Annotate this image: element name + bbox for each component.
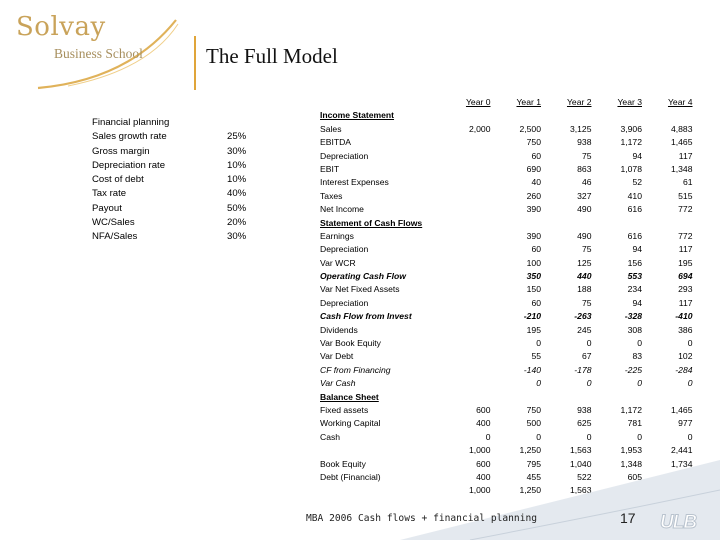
model-cell: 515	[678, 190, 693, 201]
model-cell: 977	[678, 418, 693, 429]
model-cell: 1,465	[670, 137, 693, 148]
parameter-label: Payout	[92, 202, 122, 214]
model-cell	[440, 243, 491, 256]
model-row-label: Earnings	[320, 230, 354, 241]
model-row-label: Net Income	[320, 204, 364, 215]
model-row-label: CF from Financing	[320, 364, 391, 375]
model-cell: 100	[526, 257, 541, 268]
model-cell	[592, 391, 643, 404]
model-row-label: Dividends	[320, 324, 358, 335]
parameter-value: 25%	[227, 131, 247, 143]
model-cell: 625	[577, 418, 592, 429]
model-cell: 2,500	[519, 123, 541, 134]
model-cell: 1,172	[620, 404, 642, 415]
model-row-label: Balance Sheet	[320, 391, 379, 402]
model-cell: 386	[678, 324, 693, 335]
model-row	[320, 404, 693, 417]
model-cell: 156	[627, 257, 642, 268]
model-cell: 390	[526, 230, 541, 241]
model-row	[320, 377, 693, 390]
model-row	[320, 270, 693, 283]
model-cell: 0	[637, 338, 642, 349]
model-cell	[440, 217, 491, 230]
model-cell: 3,906	[620, 123, 642, 134]
parameters-table	[92, 116, 252, 245]
model-cell: 750	[526, 137, 541, 148]
model-row	[320, 310, 693, 323]
model-cell: -410	[675, 311, 693, 322]
model-cell: 2,441	[670, 445, 693, 456]
model-header-row	[320, 96, 693, 109]
ulb-logo: ULB	[660, 512, 697, 533]
model-cell: 83	[632, 351, 642, 362]
model-cell: 1,348	[620, 458, 642, 469]
model-cell: 245	[577, 324, 592, 335]
model-row-label: Var Book Equity	[320, 338, 381, 349]
model-row-label: Depreciation	[320, 244, 369, 255]
model-header-spacer	[320, 96, 440, 109]
model-cell: -263	[574, 311, 592, 322]
model-cell: 750	[526, 404, 541, 415]
model-cell	[491, 391, 542, 404]
model-cell: 60	[531, 297, 541, 308]
model-cell	[491, 109, 542, 122]
model-cell: 500	[526, 418, 541, 429]
parameter-label: Sales growth rate	[92, 131, 167, 143]
title-divider	[194, 36, 196, 90]
model-cell: -178	[574, 364, 592, 375]
model-cell: 2,000	[468, 123, 491, 134]
year-header: Year 1	[516, 97, 541, 107]
model-cell	[440, 377, 491, 390]
model-row-label: Working Capital	[320, 418, 381, 429]
model-row	[320, 176, 693, 189]
model-cell	[440, 310, 491, 323]
model-cell	[440, 350, 491, 363]
model-cell: 60	[531, 244, 541, 255]
model-cell: -328	[624, 311, 642, 322]
model-cell: -210	[523, 311, 541, 322]
model-cell: 772	[678, 230, 693, 241]
model-cell: 94	[632, 297, 642, 308]
parameter-row	[92, 202, 252, 216]
model-cell: 410	[627, 190, 642, 201]
parameter-row	[92, 159, 252, 173]
model-cell	[440, 190, 491, 203]
model-cell: 308	[627, 324, 642, 335]
model-cell: 0	[536, 338, 541, 349]
model-cell	[440, 297, 491, 310]
parameter-row	[92, 130, 252, 144]
model-cell: 600	[476, 458, 491, 469]
model-cell	[440, 203, 491, 216]
model-table	[320, 96, 693, 498]
model-cell: 0	[586, 431, 592, 442]
model-cell	[440, 270, 491, 283]
model-cell: 440	[577, 271, 592, 282]
model-cell: 616	[627, 204, 642, 215]
model-cell: 102	[678, 351, 693, 362]
model-row	[320, 297, 693, 310]
model-cell: 0	[586, 378, 592, 389]
parameter-value: 30%	[227, 145, 247, 157]
model-cell: 863	[577, 163, 592, 174]
parameter-label: Gross margin	[92, 145, 150, 157]
model-cell	[440, 163, 491, 176]
model-cell: 938	[577, 404, 592, 415]
model-row-label: Operating Cash Flow	[320, 271, 406, 282]
model-cell: 553	[627, 271, 642, 282]
model-cell	[592, 217, 643, 230]
parameter-row	[92, 187, 252, 201]
model-cell: 117	[678, 150, 693, 161]
model-cell: 75	[581, 297, 592, 308]
parameters-heading: Financial planning	[92, 117, 170, 128]
model-cell	[541, 391, 592, 404]
model-cell: 1,348	[670, 163, 693, 174]
solvay-logo	[8, 10, 203, 90]
parameter-value: 10%	[227, 174, 247, 186]
model-cell: 1,000	[468, 445, 491, 456]
model-row-label: Fixed assets	[320, 404, 369, 415]
model-cell: 67	[581, 351, 592, 362]
model-cell: 52	[632, 177, 642, 188]
model-cell: 694	[678, 271, 693, 282]
model-cell: 94	[632, 244, 642, 255]
model-row-label: Statement of Cash Flows	[320, 217, 423, 228]
model-cell: 1,078	[620, 163, 642, 174]
model-row	[320, 257, 693, 270]
model-cell: 40	[531, 177, 541, 188]
model-cell	[440, 283, 491, 296]
model-cell: -140	[523, 364, 541, 375]
model-cell	[642, 391, 693, 404]
model-row	[320, 364, 693, 377]
model-cell: 0	[536, 431, 541, 442]
model-cell	[440, 176, 491, 189]
model-cell	[491, 217, 542, 230]
model-cell	[440, 337, 491, 350]
model-cell: 195	[526, 324, 541, 335]
model-cell: 390	[526, 204, 541, 215]
year-header: Year 4	[667, 97, 693, 107]
model-row	[320, 190, 693, 203]
model-cell: 600	[476, 404, 491, 415]
model-cell: -225	[624, 364, 642, 375]
page-title: The Full Model	[206, 44, 338, 68]
model-cell: 1,172	[620, 137, 642, 148]
parameter-row	[92, 216, 252, 230]
model-cell: 938	[577, 137, 592, 148]
page-number: 17	[620, 510, 636, 526]
model-cell: 772	[678, 204, 693, 215]
model-cell	[440, 230, 491, 243]
model-cell: 234	[627, 284, 642, 295]
model-cell	[440, 136, 491, 149]
parameter-label: Cost of debt	[92, 174, 144, 186]
model-row-label: Var Debt	[320, 351, 354, 362]
model-row-label: Depreciation	[320, 297, 369, 308]
model-cell: 781	[627, 418, 642, 429]
parameter-value: 40%	[227, 188, 247, 200]
model-row-label: Interest Expenses	[320, 177, 389, 188]
model-row-label: Var Net Fixed Assets	[320, 284, 400, 295]
model-cell: 125	[577, 257, 592, 268]
model-cell: 117	[678, 244, 693, 255]
model-row	[320, 337, 693, 350]
model-cell: 1,734	[670, 458, 693, 469]
model-row-label: Depreciation	[320, 150, 369, 161]
model-row-label: Cash Flow from Invest	[320, 311, 412, 322]
model-cell: 490	[577, 204, 592, 215]
model-cell: 55	[531, 351, 541, 362]
model-cell: 46	[581, 177, 592, 188]
model-row-label: EBITDA	[320, 137, 352, 148]
logo-subtitle: Business School	[54, 46, 143, 61]
model-row	[320, 163, 693, 176]
model-cell: 293	[678, 284, 693, 295]
parameter-row	[92, 173, 252, 187]
footer-wave	[0, 440, 720, 540]
model-cell: 150	[526, 284, 541, 295]
parameter-label: Tax rate	[92, 188, 127, 200]
model-row	[320, 391, 693, 404]
model-cell: 1,250	[519, 445, 541, 456]
model-cell: 0	[637, 378, 642, 389]
model-cell: 0	[687, 338, 693, 349]
model-cell: 0	[586, 338, 592, 349]
model-cell: 1,040	[569, 458, 592, 469]
model-row-label: Var Cash	[320, 378, 356, 389]
model-row-label: Taxes	[320, 190, 343, 201]
model-row-label: Book Equity	[320, 458, 366, 469]
model-cell	[440, 391, 491, 404]
model-row-label: EBIT	[320, 163, 340, 174]
parameter-value: 30%	[227, 231, 247, 243]
model-cell: 1,000	[468, 485, 491, 496]
model-cell: 1,465	[670, 404, 693, 415]
model-cell: 1,250	[519, 485, 541, 496]
model-cell: 4,883	[670, 123, 693, 134]
logo-word: Solvay	[16, 12, 106, 42]
model-row	[320, 243, 693, 256]
model-cell	[592, 109, 643, 122]
model-cell	[642, 109, 693, 122]
model-row-label: Income Statement	[320, 110, 395, 121]
model-row	[320, 136, 693, 149]
model-row	[320, 350, 693, 363]
model-cell	[642, 217, 693, 230]
model-cell: 0	[687, 378, 693, 389]
model-cell: 690	[526, 163, 541, 174]
model-cell: 400	[476, 418, 491, 429]
model-cell: 522	[577, 471, 592, 482]
model-row	[320, 217, 693, 230]
parameter-row	[92, 230, 252, 244]
model-row	[320, 230, 693, 243]
model-cell: 350	[526, 271, 541, 282]
model-cell: 195	[678, 257, 693, 268]
model-cell: 3,125	[569, 123, 592, 134]
model-row	[320, 283, 693, 296]
model-cell: 0	[536, 378, 541, 389]
model-cell: 75	[581, 150, 592, 161]
model-row-label: Var WCR	[320, 257, 356, 268]
model-cell: 0	[687, 431, 693, 442]
model-cell: 61	[682, 177, 693, 188]
year-header: Year 2	[566, 97, 592, 107]
parameter-value: 50%	[227, 202, 247, 214]
model-row	[320, 203, 693, 216]
model-cell	[541, 109, 592, 122]
year-header: Year 0	[465, 97, 491, 107]
model-cell: 0	[485, 431, 491, 442]
model-cell: 94	[632, 150, 642, 161]
model-cell: 616	[627, 230, 642, 241]
model-cell: 455	[526, 471, 541, 482]
model-row	[320, 123, 693, 136]
model-cell: -284	[675, 364, 693, 375]
model-cell	[440, 150, 491, 163]
model-cell: 260	[526, 190, 541, 201]
model-cell: 795	[526, 458, 541, 469]
year-header: Year 3	[617, 97, 642, 107]
model-cell	[440, 257, 491, 270]
model-row-label: Sales	[320, 123, 342, 134]
footer-text: MBA 2006 Cash flows + financial planning	[306, 513, 538, 524]
model-row-label: Cash	[320, 431, 341, 442]
parameter-value: 10%	[227, 159, 247, 171]
model-row	[320, 324, 693, 337]
model-cell: 117	[678, 297, 693, 308]
model-cell: 605	[627, 471, 642, 482]
parameter-value: 20%	[227, 217, 247, 229]
model-cell: 0	[637, 431, 642, 442]
model-cell: 1,953	[620, 445, 642, 456]
parameter-label: NFA/Sales	[92, 231, 138, 243]
model-cell	[440, 364, 491, 377]
model-cell: 490	[577, 230, 592, 241]
model-cell	[440, 109, 491, 122]
model-cell: 1,563	[569, 485, 592, 496]
parameter-row	[92, 145, 252, 159]
model-cell	[541, 217, 592, 230]
model-row	[320, 109, 693, 122]
parameter-label: WC/Sales	[92, 217, 135, 229]
model-row	[320, 417, 693, 430]
model-cell: 327	[577, 190, 592, 201]
model-cell: 188	[577, 284, 592, 295]
parameter-label: Depreciation rate	[92, 159, 166, 171]
model-cell: 400	[476, 471, 491, 482]
model-cell: 1,563	[569, 445, 592, 456]
model-row-label: Debt (Financial)	[320, 471, 381, 482]
model-cell: 60	[531, 150, 541, 161]
model-cell: 75	[581, 244, 592, 255]
model-cell	[440, 324, 491, 337]
model-row	[320, 150, 693, 163]
